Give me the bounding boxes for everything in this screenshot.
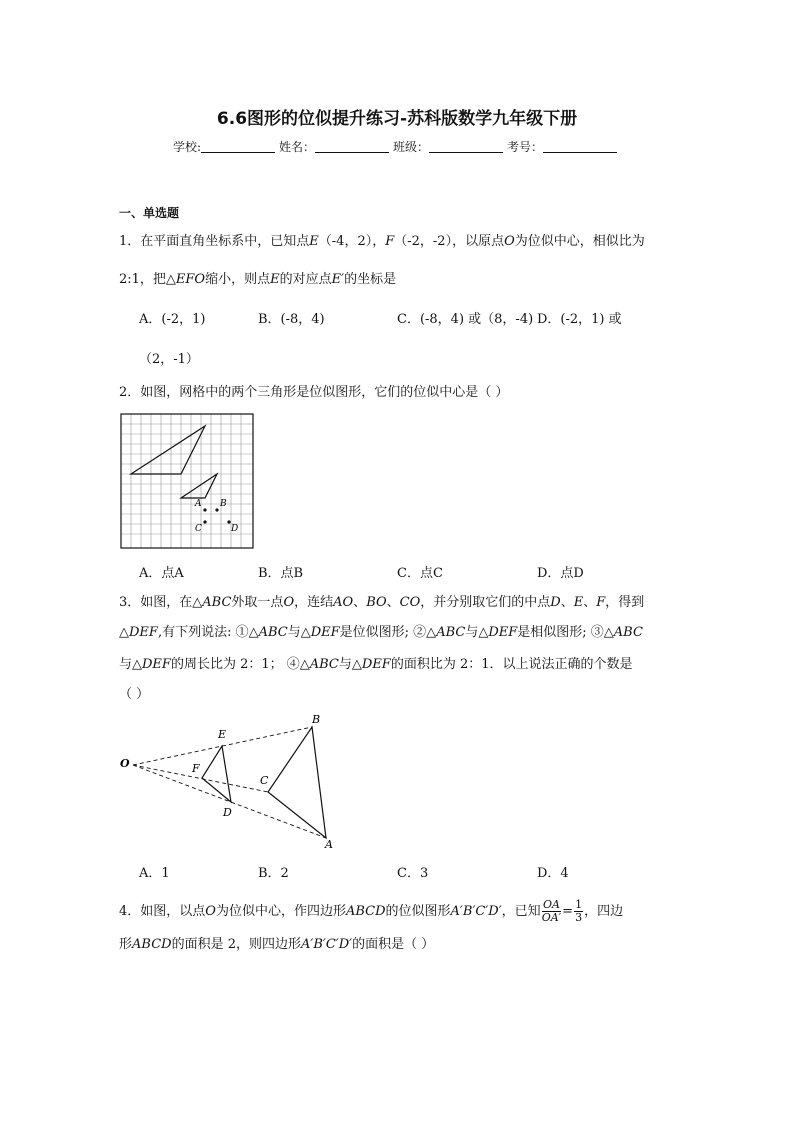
label-d: D [223, 806, 232, 819]
q1-option-b[interactable]: B．(-8，4) [258, 312, 325, 327]
large-triangle [131, 426, 205, 474]
name-label: 姓名： [279, 140, 316, 154]
label-e: E [218, 728, 227, 741]
ratio-fraction-2: $\frac{1}{3}$ [575, 898, 583, 924]
q2-text: 2．如图，网格中的两个三角形是位似图形，它们的位似中心是（ ） [119, 385, 509, 400]
school-blank[interactable] [201, 140, 275, 153]
q1-line1: 1．在平面直角坐标系中，已知点E（-4，2），F（-2，-2），以原点O为位似中心，相似比为 [119, 234, 645, 249]
q1-option-a[interactable]: A．(-2，1) [139, 312, 206, 327]
q1-line2: 2:1，把△EFO缩小，则点E的对应点E′的坐标是 [119, 272, 397, 287]
point-c [203, 520, 206, 523]
name-blank[interactable] [315, 140, 389, 153]
label-b: B [220, 499, 227, 509]
q3-line3: 与△DEF的周长比为 2：1； ④△ABC与△DEF的面积比为 2：1．以上说法正确的个数是 [119, 657, 633, 672]
q4-line1: 4．如图，以点O为位似中心，作四边形ABCD的位似图形A′B′C′D′，已知 $\frac{OA}{OA'}$ = $\frac{1}{3}$ ，四边 [119, 898, 624, 924]
point-b [215, 508, 218, 511]
q2-option-c[interactable]: C．点C [397, 566, 443, 581]
page-title: 6.6图形的位似提升练习-苏科版数学九年级下册 [216, 109, 578, 129]
q4-line2: 形ABCD的面积是 2，则四边形A′B′C′D′的面积是（ ） [119, 937, 435, 952]
q3-line2: △DEF,有下列说法: ①△ABC与△DEF是位似图形; ②△ABC与△DEF是相似图形; ③△ABC [119, 625, 643, 640]
label-d: D [231, 524, 239, 534]
dashed-rays [133, 727, 326, 838]
section-heading: 一、单选题 [119, 206, 180, 220]
q3-option-d[interactable]: D．4 [537, 866, 569, 881]
q3-line1: 3．如图，在△ABC外取一点O，连结AO、BO、CO，并分别取它们的中点D、E、F，得到 [119, 595, 645, 610]
q2-option-d[interactable]: D．点D [537, 566, 584, 581]
q3-option-c[interactable]: C．3 [397, 866, 429, 881]
q3-triangle-figure [115, 708, 350, 853]
exam-no-label: 考号： [507, 140, 544, 154]
label-f: F [192, 762, 200, 775]
label-o: O [120, 757, 130, 770]
label-a: A [325, 838, 333, 851]
q3-line4: （ ） [119, 687, 150, 702]
label-a: A [195, 499, 202, 509]
triangle-def [202, 746, 231, 802]
ratio-fraction-1: $\frac{OA}{OA'}$ [541, 898, 562, 924]
q3-option-b[interactable]: B．2 [258, 866, 289, 881]
point-a [203, 508, 206, 511]
label-b: B [312, 713, 321, 726]
triangle-abc [268, 727, 326, 838]
q1-option-c[interactable]: C．(-8，4) 或（8，-4) [397, 312, 534, 327]
q1-option-d[interactable]: D．(-2，1) 或 [537, 312, 622, 327]
school-label: 学校: [172, 140, 201, 154]
class-label: 班级： [393, 140, 430, 154]
q1-option-d-continued: （2，-1） [139, 352, 199, 367]
label-c: C [260, 774, 269, 787]
exam-no-blank[interactable] [543, 140, 617, 153]
q2-grid-figure [119, 412, 255, 550]
student-info-line [0, 138, 794, 155]
q3-option-a[interactable]: A．1 [139, 866, 170, 881]
q2-option-b[interactable]: B．点B [258, 566, 304, 581]
label-c: C [195, 524, 202, 534]
small-triangle [181, 474, 217, 498]
q2-option-a[interactable]: A．点A [139, 566, 184, 581]
class-blank[interactable] [429, 140, 503, 153]
